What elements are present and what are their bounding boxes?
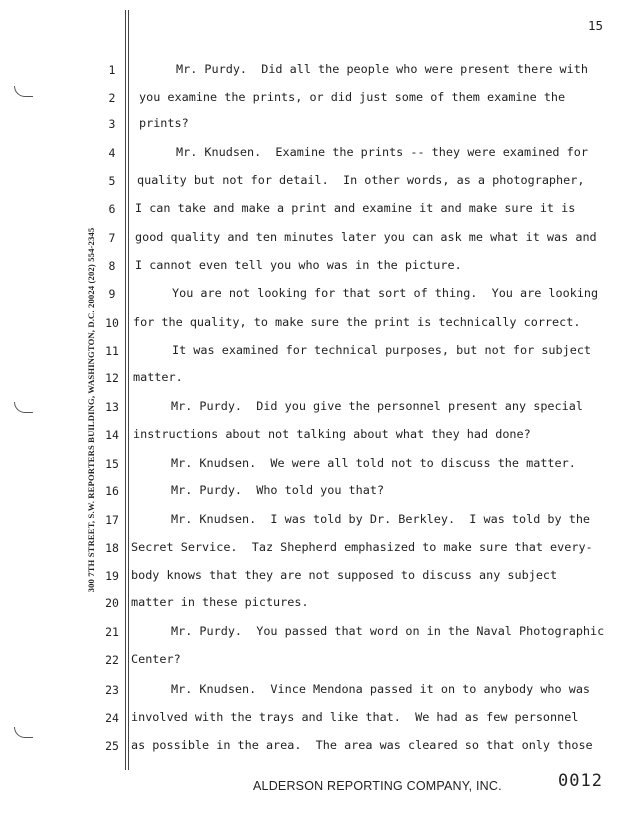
transcript-line: Center?: [131, 652, 181, 666]
line-number: 15: [105, 457, 119, 471]
line-number: 19: [105, 569, 119, 583]
line-number: 11: [105, 344, 119, 358]
footer-company: ALDERSON REPORTING COMPANY, INC.: [253, 779, 502, 793]
line-number: 24: [105, 711, 119, 725]
line-number: 14: [105, 428, 119, 442]
line-number: 2: [108, 91, 116, 105]
margin-rule-right: [128, 10, 129, 770]
line-number: 16: [105, 484, 119, 498]
transcript-line: matter.: [133, 370, 183, 384]
transcript-line: instructions about not talking about what they had done?: [133, 427, 531, 441]
line-number: 12: [105, 371, 119, 385]
transcript-line: for the quality, to make sure the print is technically correct.: [133, 315, 581, 329]
transcript-line: Mr. Purdy. Did you give the personnel present any special: [171, 399, 583, 413]
line-number: 3: [108, 117, 116, 131]
line-number: 22: [105, 653, 119, 667]
line-number: 20: [105, 596, 119, 610]
transcript-line: quality but not for detail. In other words, as a photographer,: [137, 173, 585, 187]
binding-hole-bottom: [14, 727, 33, 738]
line-number: 1: [108, 63, 116, 77]
line-number: 17: [105, 513, 119, 527]
line-number: 5: [108, 174, 116, 188]
transcript-line: you examine the prints, or did just some of them examine the: [139, 90, 566, 104]
line-number: 9: [108, 287, 116, 301]
page-number: 15: [588, 18, 604, 33]
transcript-line: It was examined for technical purposes, but not for subject: [172, 343, 592, 357]
transcript-line: involved with the trays and like that. We had as few personnel: [131, 710, 579, 724]
binding-hole-middle: [14, 402, 33, 413]
line-number: 18: [105, 541, 119, 555]
transcript-line: I cannot even tell you who was in the picture.: [135, 258, 462, 272]
transcript-line: Mr. Purdy. Did all the people who were present there with: [176, 62, 588, 76]
transcript-line: as possible in the area. The area was cleared so that only those: [131, 738, 593, 752]
transcript-line: prints?: [139, 116, 189, 130]
transcript-line: Mr. Purdy. Who told you that?: [171, 483, 385, 497]
transcript-line: Mr. Knudsen. We were all told not to discuss the matter.: [171, 456, 576, 470]
line-number: 13: [105, 400, 119, 414]
transcript-line: good quality and ten minutes later you can ask me what it was and: [135, 230, 597, 244]
footer-document-code: 0012: [558, 771, 603, 791]
line-number: 8: [108, 259, 116, 273]
line-number: 6: [108, 202, 116, 216]
line-number: 23: [105, 683, 119, 697]
transcript-line: matter in these pictures.: [131, 595, 309, 609]
line-number: 7: [108, 231, 116, 245]
transcript-line: Mr. Purdy. You passed that word on in the Naval Photographic: [171, 624, 605, 638]
line-number: 21: [105, 625, 119, 639]
margin-rule-left: [125, 10, 126, 770]
line-number: 25: [105, 739, 119, 753]
transcript-line: Mr. Knudsen. Examine the prints -- they were examined for: [176, 145, 588, 159]
transcript-line: You are not looking for that sort of thing. You are looking: [172, 286, 599, 300]
transcript-line: Mr. Knudsen. Vince Mendona passed it on to anybody who was: [171, 682, 591, 696]
transcript-line: Secret Service. Taz Shepherd emphasized to make sure that every-: [131, 540, 593, 554]
line-number: 4: [108, 146, 116, 160]
transcript-line: Mr. Knudsen. I was told by Dr. Berkley. I was told by the: [171, 512, 591, 526]
reporter-address: 300 7TH STREET, S.W. REPORTERS BUILDING, WASHINGTON, D.C. 20024 (202) 554-2345: [86, 227, 96, 593]
binding-hole-top: [14, 86, 33, 97]
transcript-line: body knows that they are not supposed to discuss any subject: [131, 568, 558, 582]
transcript-line: I can take and make a print and examine it and make sure it is: [135, 201, 576, 215]
line-number: 10: [105, 316, 119, 330]
